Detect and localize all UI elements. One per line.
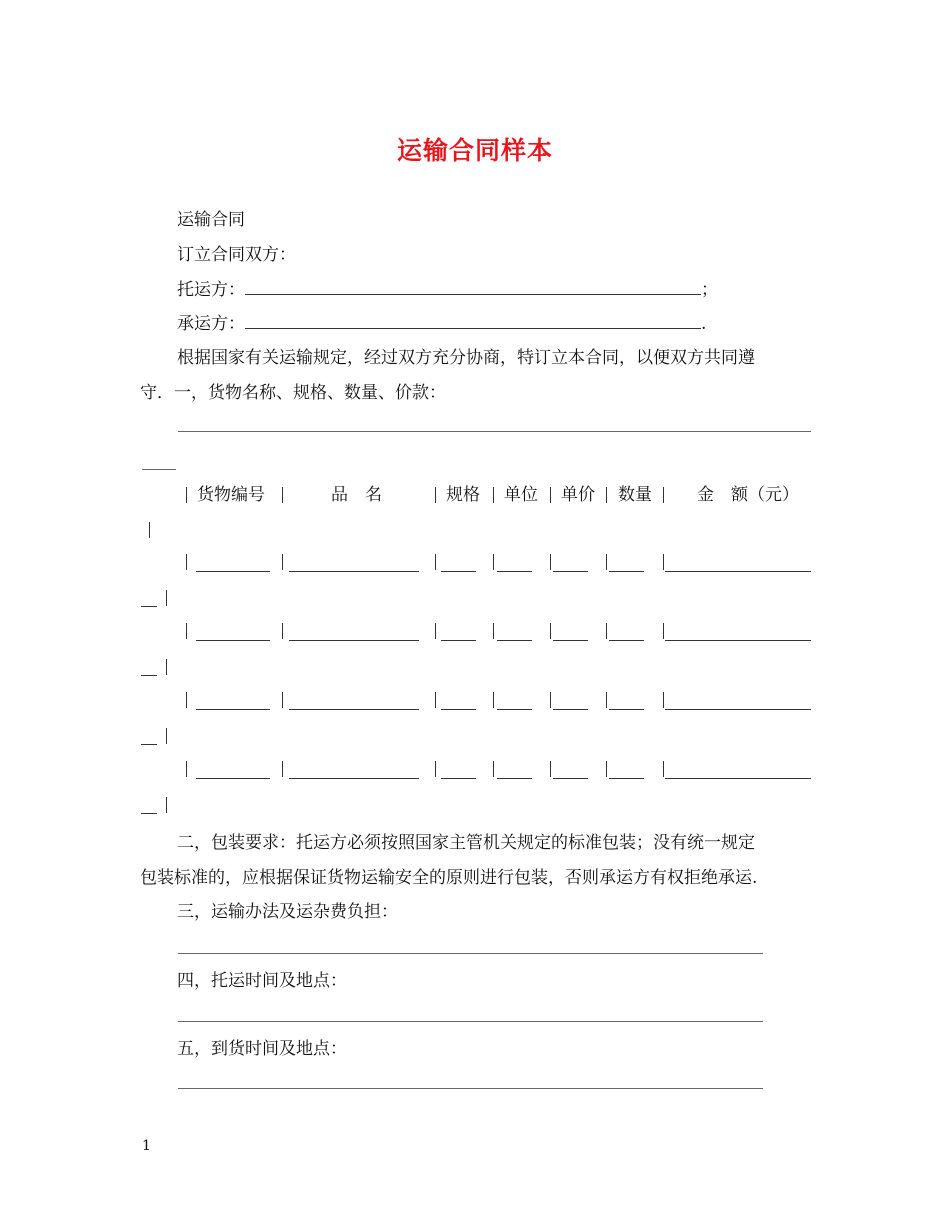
table-divider (186, 554, 187, 570)
table-cell-blank[interactable] (441, 640, 476, 641)
table-header-cell: 货物编号 (197, 485, 265, 505)
table-divider (282, 623, 283, 639)
table-cell-blank[interactable] (665, 709, 811, 710)
section-3-heading: 三，运输办法及运杂费负担： (177, 902, 398, 922)
table-divider (550, 554, 551, 570)
table-cell-blank[interactable] (553, 778, 588, 779)
table-divider (550, 487, 551, 503)
table-cell-blank[interactable] (289, 778, 419, 779)
table-divider (493, 623, 494, 639)
table-cell-blank[interactable] (665, 778, 811, 779)
section-3-blank[interactable] (178, 953, 763, 954)
table-cell-blank[interactable] (553, 640, 588, 641)
table-header-cell: 规格 (446, 485, 480, 505)
table-cell-blank[interactable] (441, 778, 476, 779)
table-cell-blank[interactable] (441, 709, 476, 710)
table-divider (493, 554, 494, 570)
table-cell-blank[interactable] (609, 709, 644, 710)
table-cell-blank[interactable] (497, 778, 532, 779)
table-divider (435, 761, 436, 777)
table-cell-blank[interactable] (441, 571, 476, 572)
table-divider (663, 692, 664, 708)
table-header-cell: 单位 (504, 485, 538, 505)
table-cell-blank[interactable] (196, 778, 270, 779)
table-cell-blank[interactable] (609, 571, 644, 572)
carrier-blank[interactable] (245, 312, 701, 329)
table-header-cell: 单价 (561, 485, 595, 505)
table-cell-blank[interactable] (141, 606, 157, 607)
table-divider (435, 692, 436, 708)
table-cell-blank[interactable] (609, 640, 644, 641)
table-cell-blank[interactable] (553, 709, 588, 710)
carrier-label: 承运方： (177, 314, 245, 334)
shipper-end: ； (701, 280, 718, 300)
table-divider (606, 623, 607, 639)
table-divider (166, 797, 167, 813)
table-divider (435, 623, 436, 639)
table-divider (166, 590, 167, 606)
table-divider (186, 692, 187, 708)
table-divider (435, 554, 436, 570)
table-cell-blank[interactable] (665, 640, 811, 641)
table-cell-blank[interactable] (141, 744, 157, 745)
table-divider (282, 554, 283, 570)
table-divider (606, 554, 607, 570)
table-divider (550, 623, 551, 639)
table-cell-blank[interactable] (289, 640, 419, 641)
shipper-label: 托运方： (177, 280, 245, 300)
parties-label: 订立合同双方： (177, 245, 296, 265)
table-cell-blank[interactable] (289, 709, 419, 710)
table-divider (166, 659, 167, 675)
preamble-line-1: 根据国家有关运输规定，经过双方充分协商，特订立本合同，以便双方共同遵 (177, 348, 755, 368)
table-divider (435, 487, 436, 503)
goods-blank-line[interactable] (178, 431, 811, 432)
goods-blank-line-cont[interactable] (142, 469, 176, 470)
table-divider (606, 692, 607, 708)
table-divider (186, 761, 187, 777)
table-header-cell: 品 名 (331, 485, 382, 505)
table-cell-blank[interactable] (497, 640, 532, 641)
section-5-heading: 五，到货时间及地点： (177, 1039, 347, 1059)
table-divider (186, 623, 187, 639)
table-divider (550, 761, 551, 777)
table-divider (493, 487, 494, 503)
section-4-heading: 四，托运时间及地点： (177, 971, 347, 991)
table-cell-blank[interactable] (609, 778, 644, 779)
table-cell-blank[interactable] (141, 813, 157, 814)
table-cell-blank[interactable] (141, 675, 157, 676)
table-cell-blank[interactable] (196, 571, 270, 572)
table-divider (282, 692, 283, 708)
shipper-line (177, 278, 718, 301)
table-cell-blank[interactable] (289, 571, 419, 572)
table-divider (663, 554, 664, 570)
carrier-line (177, 312, 706, 335)
section-2-line-2: 包装标准的，应根据保证货物运输安全的原则进行包装，否则承运方有权拒绝承运. (140, 868, 758, 888)
contract-heading: 运输合同 (177, 210, 245, 230)
table-divider (663, 623, 664, 639)
carrier-end: . (701, 314, 707, 334)
section-2-line-1: 二，包装要求：托运方必须按照国家主管机关规定的标准包装；没有统一规定 (177, 833, 755, 853)
table-divider (550, 692, 551, 708)
document-title: 运输合同样本 (396, 136, 553, 165)
table-divider (166, 728, 167, 744)
table-cell-blank[interactable] (497, 709, 532, 710)
table-cell-blank[interactable] (196, 709, 270, 710)
table-divider (282, 761, 283, 777)
section-5-blank[interactable] (178, 1088, 763, 1089)
table-divider (493, 692, 494, 708)
table-divider (606, 761, 607, 777)
table-cell-blank[interactable] (553, 571, 588, 572)
table-cell-blank[interactable] (497, 571, 532, 572)
page-number: 1 (142, 1138, 151, 1154)
table-divider (663, 761, 664, 777)
table-header-cell: 金 额（元） (697, 485, 799, 505)
table-header-cell: 数量 (618, 485, 652, 505)
table-divider (663, 487, 664, 503)
table-divider (606, 487, 607, 503)
preamble-line-2: 守．一，货物名称、规格、数量、价款： (140, 383, 446, 403)
table-cell-blank[interactable] (665, 571, 811, 572)
section-4-blank[interactable] (178, 1021, 763, 1022)
shipper-blank[interactable] (245, 278, 701, 295)
table-divider (186, 487, 187, 503)
table-divider (149, 522, 150, 538)
table-cell-blank[interactable] (196, 640, 270, 641)
table-divider (282, 487, 283, 503)
table-divider (493, 761, 494, 777)
